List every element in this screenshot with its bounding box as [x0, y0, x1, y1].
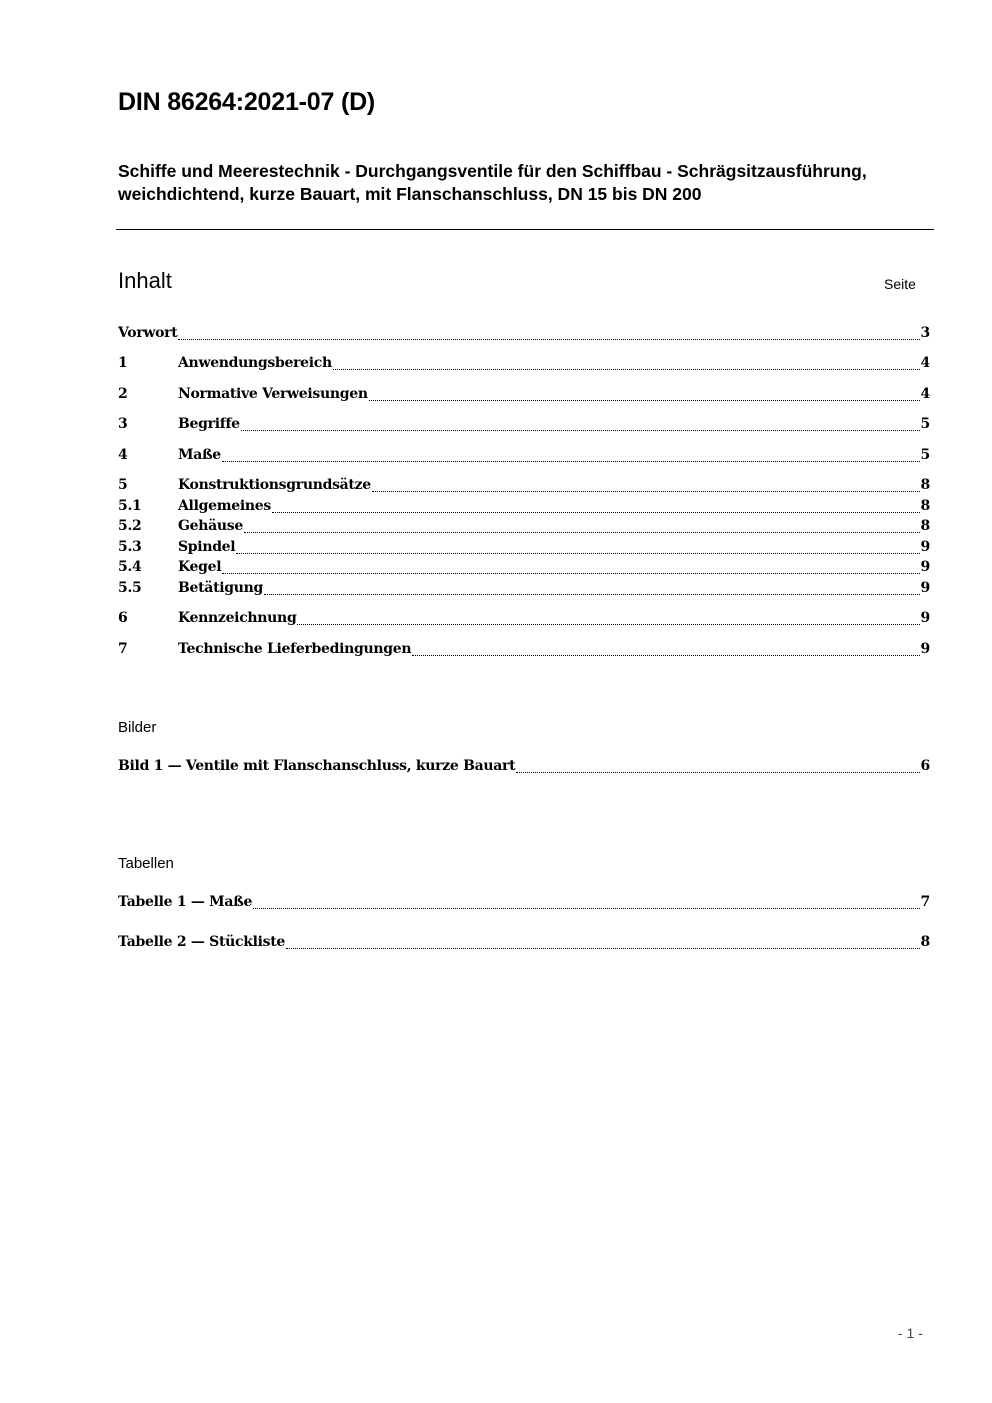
- toc-leader: [372, 481, 920, 492]
- toc-entry-page: 9: [920, 580, 930, 596]
- toc-entry-5[interactable]: [118, 477, 930, 497]
- document-title: Schiffe und Meerestechnik - Durchgangsventile für den Schiffbau - Schrägsitzausführung, weichdichtend, kurze Bauart, mit Flanschanschluss, DN 15 bis DN 200: [118, 161, 867, 204]
- table-entry-page: 7: [920, 894, 930, 910]
- toc-entry-5-1[interactable]: [118, 498, 930, 518]
- toc-entry-label: Normative Verweisungen: [178, 386, 368, 402]
- toc-leader: [369, 390, 920, 401]
- toc-entry-number: 5: [118, 477, 128, 493]
- toc-leader: [244, 522, 920, 533]
- toc-entry-page: 9: [920, 539, 930, 555]
- toc-leader: [412, 645, 919, 656]
- toc-entry-number: 5.2: [118, 518, 142, 534]
- toc-entry-label: Maße: [178, 447, 221, 463]
- toc-entry-number: 5.1: [118, 498, 142, 514]
- toc-leader: [286, 938, 920, 949]
- toc-leader: [253, 898, 919, 909]
- toc-entry-label: Vorwort: [118, 325, 178, 341]
- toc-entry-2[interactable]: [118, 386, 930, 406]
- toc-entry-label: Kennzeichnung: [178, 610, 297, 626]
- toc-entry-3[interactable]: [118, 416, 930, 436]
- toc-leader: [516, 762, 919, 773]
- toc-entry-label: Technische Lieferbedingungen: [178, 641, 412, 657]
- toc-entry-5-3[interactable]: [118, 539, 930, 559]
- toc-entry-number: 5.4: [118, 559, 142, 575]
- toc-entry-number: 5.3: [118, 539, 142, 555]
- toc-leader: [222, 563, 919, 574]
- footer-page-number: - 1 -: [898, 1325, 923, 1341]
- figures-heading: Bilder: [118, 719, 157, 736]
- toc-entry-page: 5: [920, 416, 930, 432]
- toc-leader: [236, 543, 919, 554]
- toc-entry-page: 9: [920, 641, 930, 657]
- toc-entry-5-5[interactable]: [118, 580, 930, 600]
- toc-entry-label: Allgemeines: [178, 498, 271, 514]
- toc-entry-label: Konstruktionsgrundsätze: [178, 477, 371, 493]
- toc-entry-page: 4: [920, 386, 930, 402]
- toc-leader: [178, 329, 919, 340]
- toc-leader: [297, 614, 919, 625]
- toc-leader: [264, 584, 920, 595]
- toc-leader: [272, 502, 920, 513]
- toc-entry-label: Begriffe: [178, 416, 240, 432]
- toc-entry-page: 3: [920, 325, 930, 341]
- figure-entry-label: Bild 1 — Ventile mit Flanschanschluss, kurze Bauart: [118, 758, 516, 774]
- toc-entry-1[interactable]: [118, 355, 930, 375]
- document-id: DIN 86264:2021-07 (D): [118, 88, 376, 116]
- toc-entry-number: 3: [118, 416, 128, 432]
- toc-entry-number: 6: [118, 610, 128, 626]
- table-entry-2[interactable]: [118, 934, 930, 954]
- table-entry-page: 8: [920, 934, 930, 950]
- page-column-label: Seite: [884, 276, 916, 292]
- title-divider: [116, 229, 934, 230]
- toc-entry-number: 2: [118, 386, 128, 402]
- toc-entry-6[interactable]: [118, 610, 930, 630]
- toc-entry-number: 1: [118, 355, 128, 371]
- table-entry-1[interactable]: [118, 894, 930, 914]
- toc-entry-4[interactable]: [118, 447, 930, 467]
- toc-entry-number: 4: [118, 447, 128, 463]
- toc-entry-5-4[interactable]: [118, 559, 930, 579]
- tables-heading: Tabellen: [118, 855, 174, 872]
- toc-entry-page: 8: [920, 477, 930, 493]
- toc-entry-label: Spindel: [178, 539, 236, 555]
- toc-entry-label: Anwendungsbereich: [178, 355, 332, 371]
- table-entry-label: Tabelle 1 — Maße: [118, 894, 253, 910]
- figure-entry-page: 6: [920, 758, 930, 774]
- toc-entry-vorwort[interactable]: [118, 325, 930, 345]
- toc-entry-label: Gehäuse: [178, 518, 243, 534]
- toc-entry-label: Kegel: [178, 559, 222, 575]
- toc-entry-number: 7: [118, 641, 128, 657]
- toc-heading: Inhalt: [118, 268, 172, 293]
- toc-leader: [241, 420, 920, 431]
- toc-entry-5-2[interactable]: [118, 518, 930, 538]
- toc-entry-label: Betätigung: [178, 580, 263, 596]
- toc-entry-page: 8: [920, 518, 930, 534]
- toc-entry-number: 5.5: [118, 580, 142, 596]
- toc-entry-page: 8: [920, 498, 930, 514]
- toc-entry-7[interactable]: [118, 641, 930, 661]
- table-entry-label: Tabelle 2 — Stückliste: [118, 934, 286, 950]
- toc-leader: [222, 451, 920, 462]
- toc-entry-page: 4: [920, 355, 930, 371]
- toc-entry-page: 9: [920, 610, 930, 626]
- toc-leader: [333, 359, 920, 370]
- figure-entry-1[interactable]: [118, 758, 930, 778]
- toc-entry-page: 9: [920, 559, 930, 575]
- toc-entry-page: 5: [920, 447, 930, 463]
